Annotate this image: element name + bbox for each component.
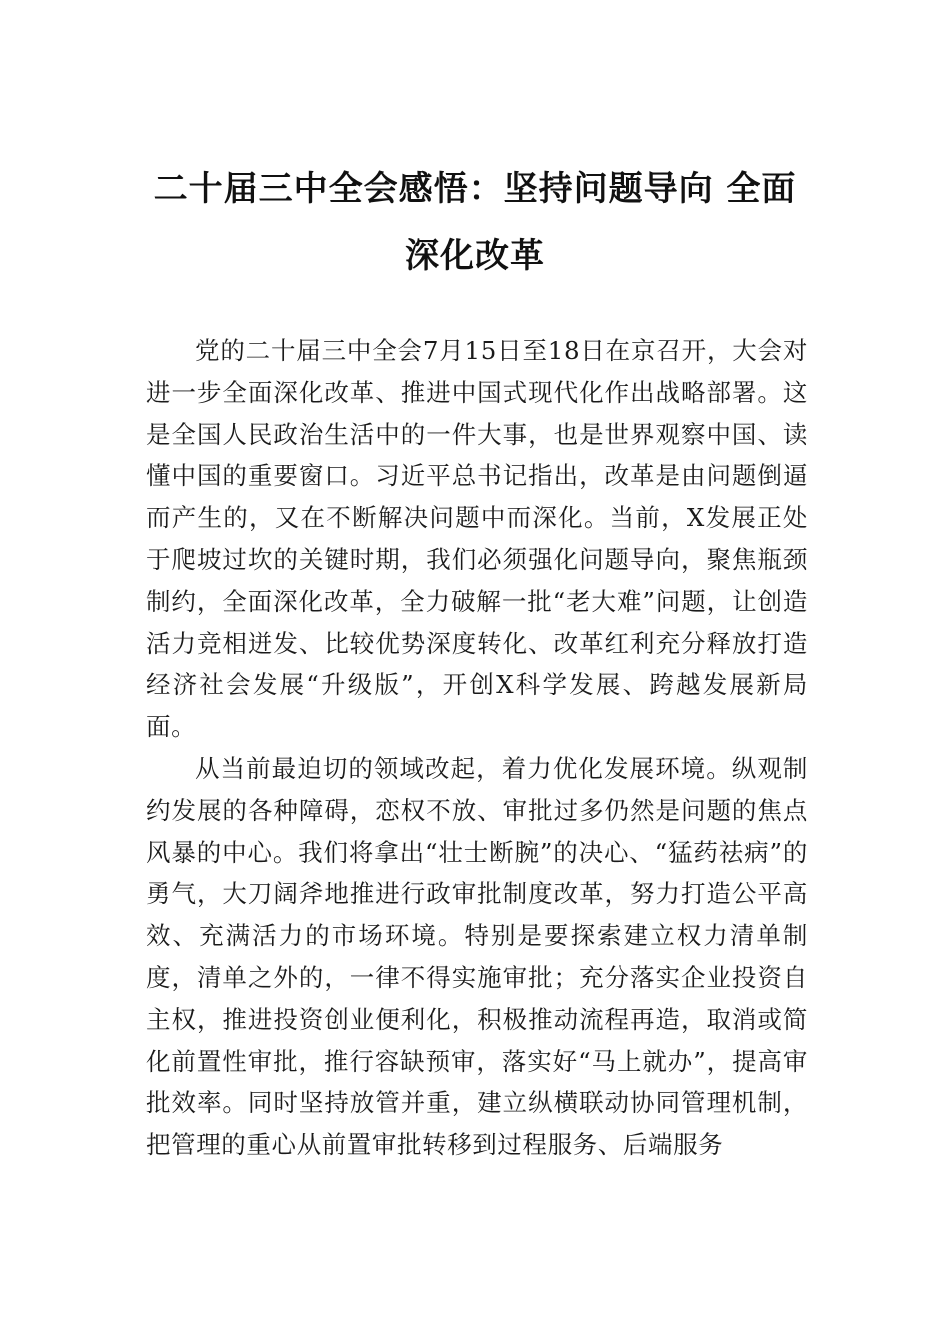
paragraph-1: 党的二十届三中全会7月15日至18日在京召开，大会对进一步全面深化改革、推进中国式现代化作出战略部署。这是全国人民政治生活中的一件大事，也是世界观察中国、读懂中国的重要窗口。习近平总书记指出，改革是由问题倒逼而产生的，又在不断解决问题中而深化。当前，X发展正处于爬坡过坎的关键时期，我们必须强化问题导向，聚焦瓶颈制约，全面深化改革，全力破解一批“老大难”问题，让创造活力竞相迸发、比较优势深度转化、改革红利充分释放打造经济社会发展“升级版”，开创X科学发展、跨越发展新局面。 [146, 336, 808, 742]
paragraph-2: 从当前最迫切的领域改起，着力优化发展环境。纵观制约发展的各种障碍，恋权不放、审批过多仍然是问题的焦点风暴的中心。我们将拿出“壮士断腕”的决心、“猛药祛病”的勇气，大刀阔斧地推进行政审批制度改革，努力打造公平高效、充满活力的市场环境。特别是要探索建立权力清单制度，清单之外的，一律不得实施审批；充分落实企业投资自主权，推进投资创业便利化，积极推动流程再造，取消或简化前置性审批，推行容缺预审，落实好“马上就办”，提高审批效率。同时坚持放管并重，建立纵横联动协同管理机制，把管理的重心从前置审批转移到过程服务、后端服务 [146, 753, 808, 1160]
document-body [146, 330, 808, 1166]
document-title: 二十届三中全会感悟：坚持问题导向 全面深化改革 [153, 169, 797, 276]
